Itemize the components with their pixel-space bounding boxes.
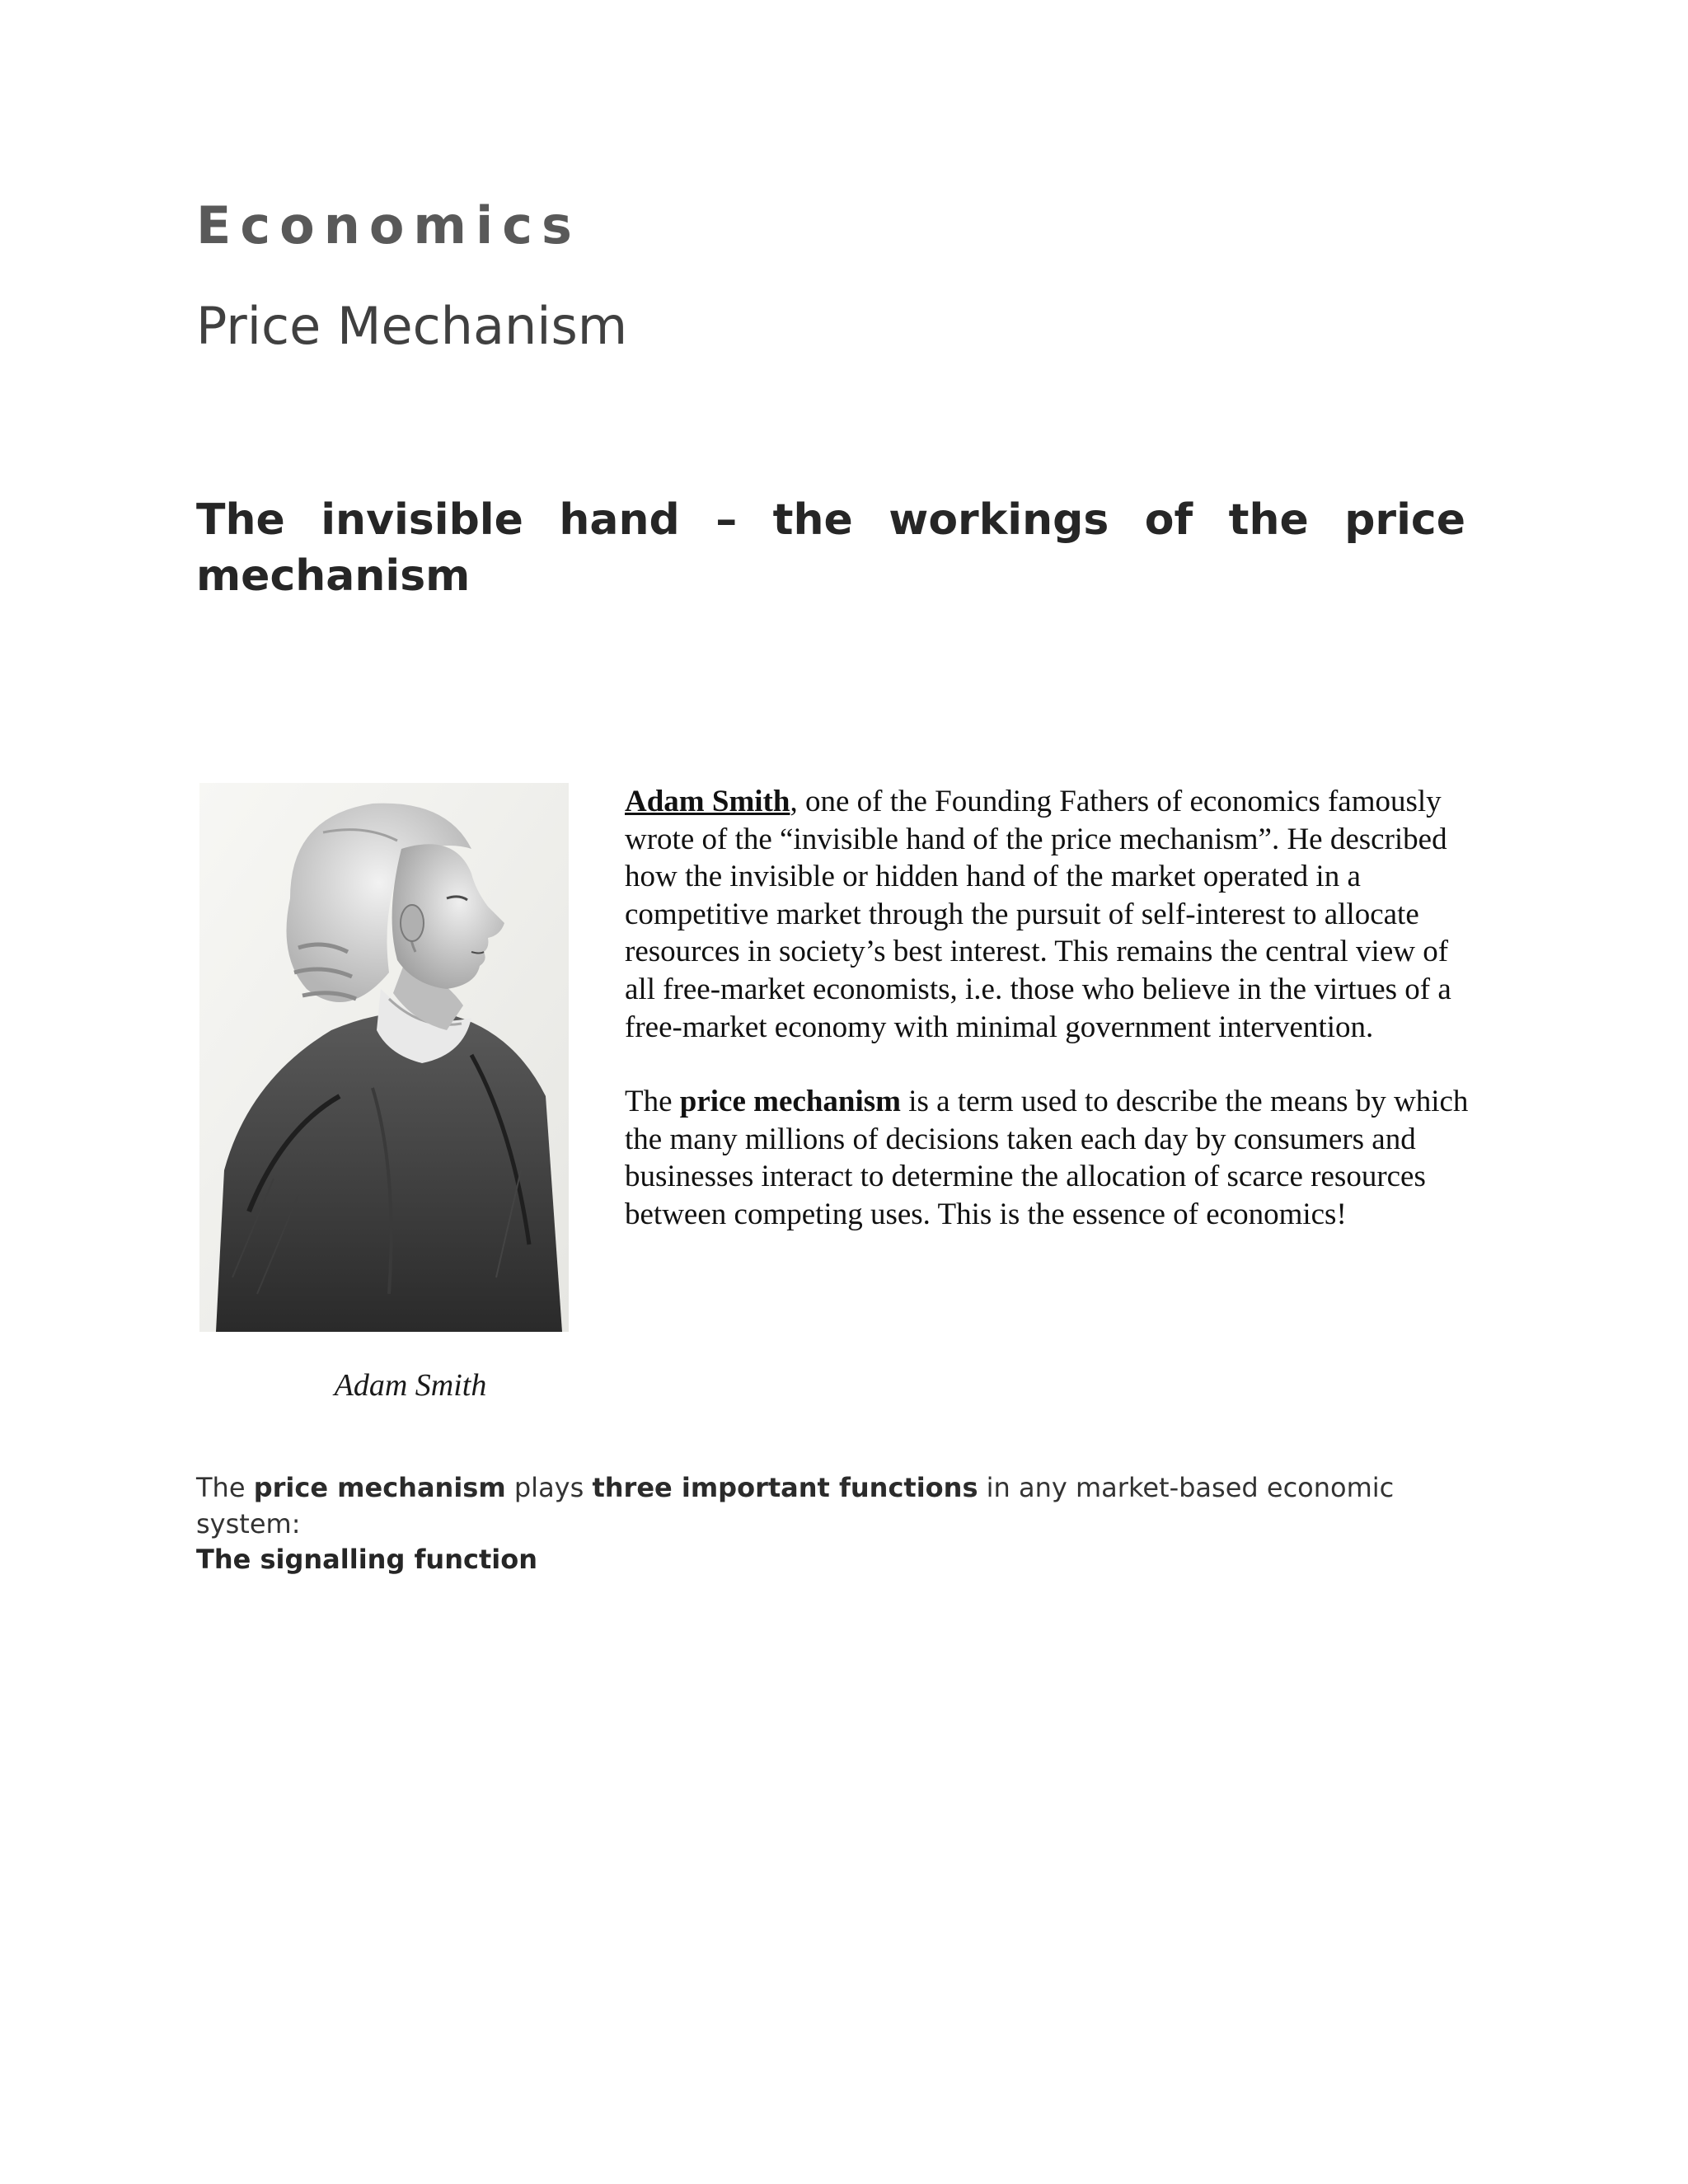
section-heading: The invisible hand – the workings of the price mechanism bbox=[196, 495, 1465, 601]
functions-intro-b1: price mechanism bbox=[253, 1472, 506, 1503]
bio-paragraph-2 bbox=[625, 1083, 1482, 1233]
functions-intro-t3: in any market-based economic system: bbox=[196, 1472, 1395, 1540]
functions-intro-t1: The bbox=[196, 1472, 254, 1503]
adam-smith-link[interactable]: Adam Smith bbox=[625, 785, 790, 818]
adam-smith-portrait bbox=[199, 783, 569, 1332]
signalling-function-heading: The signalling function bbox=[196, 1544, 537, 1575]
bio-paragraph-2-text: is a term used to describe the means by which the many millions of decisions taken each day by consumers and businesses interact to determine the allocation of scarce resources between competing uses. This is the essence of economics! bbox=[625, 1085, 1469, 1231]
subject-title: Economics bbox=[196, 195, 581, 255]
functions-intro-b2: three important functions bbox=[592, 1472, 978, 1503]
portrait-caption: Adam Smith bbox=[334, 1368, 487, 1403]
bio-paragraph-2-lead: The bbox=[625, 1085, 680, 1119]
bio-paragraph-1-text: , one of the Founding Fathers of economics famously wrote of the “invisible hand of the price mechanism”. He described how the invisible or hidden hand of the market operated in a competitive market through the pursuit of self-interest to allocate resources in society’s best interest. This remains the central view of all free-market economists, i.e. those who believe in the virtues of a free-market economy with minimal government intervention. bbox=[625, 785, 1451, 1044]
bio-text bbox=[625, 783, 1482, 1234]
functions-intro-t2: plays bbox=[505, 1472, 593, 1503]
bio-paragraph-1 bbox=[625, 783, 1482, 1046]
topic-title: Price Mechanism bbox=[196, 296, 628, 356]
functions-intro bbox=[196, 1469, 1482, 1542]
price-mechanism-term: price mechanism bbox=[679, 1085, 901, 1119]
